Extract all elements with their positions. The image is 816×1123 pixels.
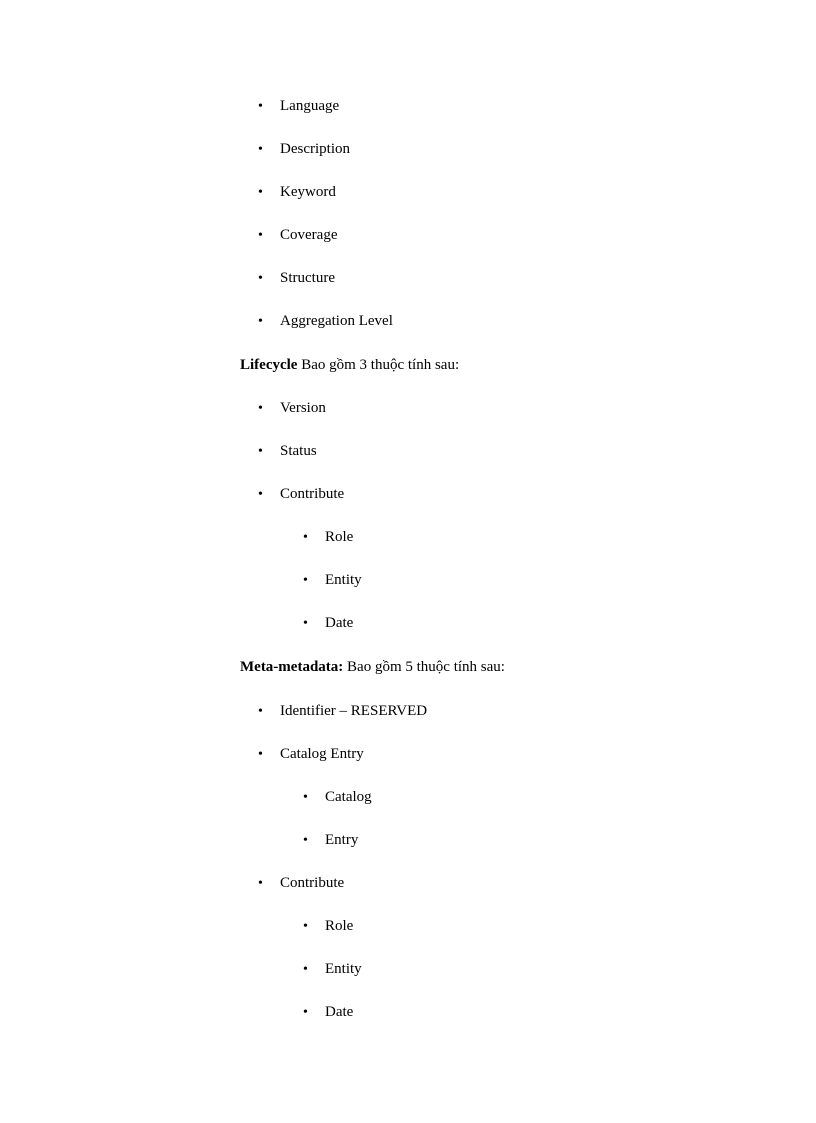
list-item-version — [258, 398, 326, 418]
bullet-icon: • — [258, 487, 263, 502]
bullet-icon: • — [258, 142, 263, 157]
bullet-icon: • — [258, 99, 263, 114]
bullet-icon: • — [303, 790, 308, 805]
bullet-icon: • — [258, 271, 263, 286]
list-item-label: Entry — [325, 832, 359, 848]
list-item-label: Catalog — [325, 789, 372, 805]
lifecycle-paragraph — [240, 355, 459, 375]
list-item-structure — [258, 268, 335, 288]
list-item-label: Version — [280, 400, 326, 416]
bullet-icon: • — [258, 228, 263, 243]
list-item-label: Role — [325, 529, 354, 545]
bullet-icon: • — [258, 444, 263, 459]
bullet-icon: • — [303, 530, 308, 545]
list-item-catalog-entry — [258, 744, 364, 764]
list-item-label: Contribute — [280, 875, 345, 891]
meta-metadata-intro: Bao gồm 5 thuộc tính sau: — [343, 659, 505, 675]
list-item-contribute-meta — [258, 873, 344, 893]
sublist-item-entry — [303, 830, 358, 850]
lifecycle-intro: Bao gồm 3 thuộc tính sau: — [297, 357, 460, 373]
list-item-language — [258, 96, 339, 116]
list-item-label: Catalog Entry — [280, 746, 364, 762]
sublist-item-date — [303, 613, 353, 633]
list-item-label: Entity — [325, 572, 362, 588]
list-item-label: Contribute — [280, 486, 345, 502]
list-item-label: Date — [325, 1004, 354, 1020]
list-item-label: Coverage — [280, 227, 338, 243]
list-item-label: Role — [325, 918, 354, 934]
list-item-label: Aggregation Level — [280, 313, 393, 329]
bullet-icon: • — [258, 314, 263, 329]
bullet-icon: • — [303, 1005, 308, 1020]
meta-metadata-paragraph — [240, 657, 505, 677]
sublist-item-entity-meta — [303, 959, 362, 979]
list-item-status — [258, 441, 317, 461]
list-item-coverage — [258, 225, 337, 245]
meta-metadata-heading: Meta-metadata: — [240, 659, 344, 675]
list-item-label: Entity — [325, 961, 362, 977]
sublist-item-catalog — [303, 787, 372, 807]
bullet-icon: • — [258, 185, 263, 200]
bullet-icon: • — [303, 833, 308, 848]
bullet-icon: • — [258, 747, 263, 762]
bullet-icon: • — [258, 876, 263, 891]
bullet-icon: • — [258, 401, 263, 416]
sublist-item-role — [303, 527, 353, 547]
list-item-label: Date — [325, 615, 354, 631]
sublist-item-role-meta — [303, 916, 353, 936]
bullet-icon: • — [303, 616, 308, 631]
bullet-icon: • — [303, 919, 308, 934]
list-item-label: Structure — [280, 270, 335, 286]
lifecycle-heading: Lifecycle — [240, 357, 298, 373]
bullet-icon: • — [303, 962, 308, 977]
list-item-label: Description — [280, 141, 350, 157]
list-item-aggregation-level — [258, 311, 393, 331]
list-item-contribute — [258, 484, 344, 504]
list-item-description — [258, 139, 350, 159]
list-item-label: Identifier – RESERVED — [280, 703, 428, 719]
list-item-identifier — [258, 701, 427, 721]
list-item-keyword — [258, 182, 336, 202]
sublist-item-date-meta — [303, 1002, 353, 1022]
bullet-icon: • — [258, 704, 263, 719]
bullet-icon: • — [303, 573, 308, 588]
list-item-label: Language — [280, 98, 340, 114]
list-item-label: Status — [280, 443, 317, 459]
list-item-label: Keyword — [280, 184, 336, 200]
sublist-item-entity — [303, 570, 362, 590]
